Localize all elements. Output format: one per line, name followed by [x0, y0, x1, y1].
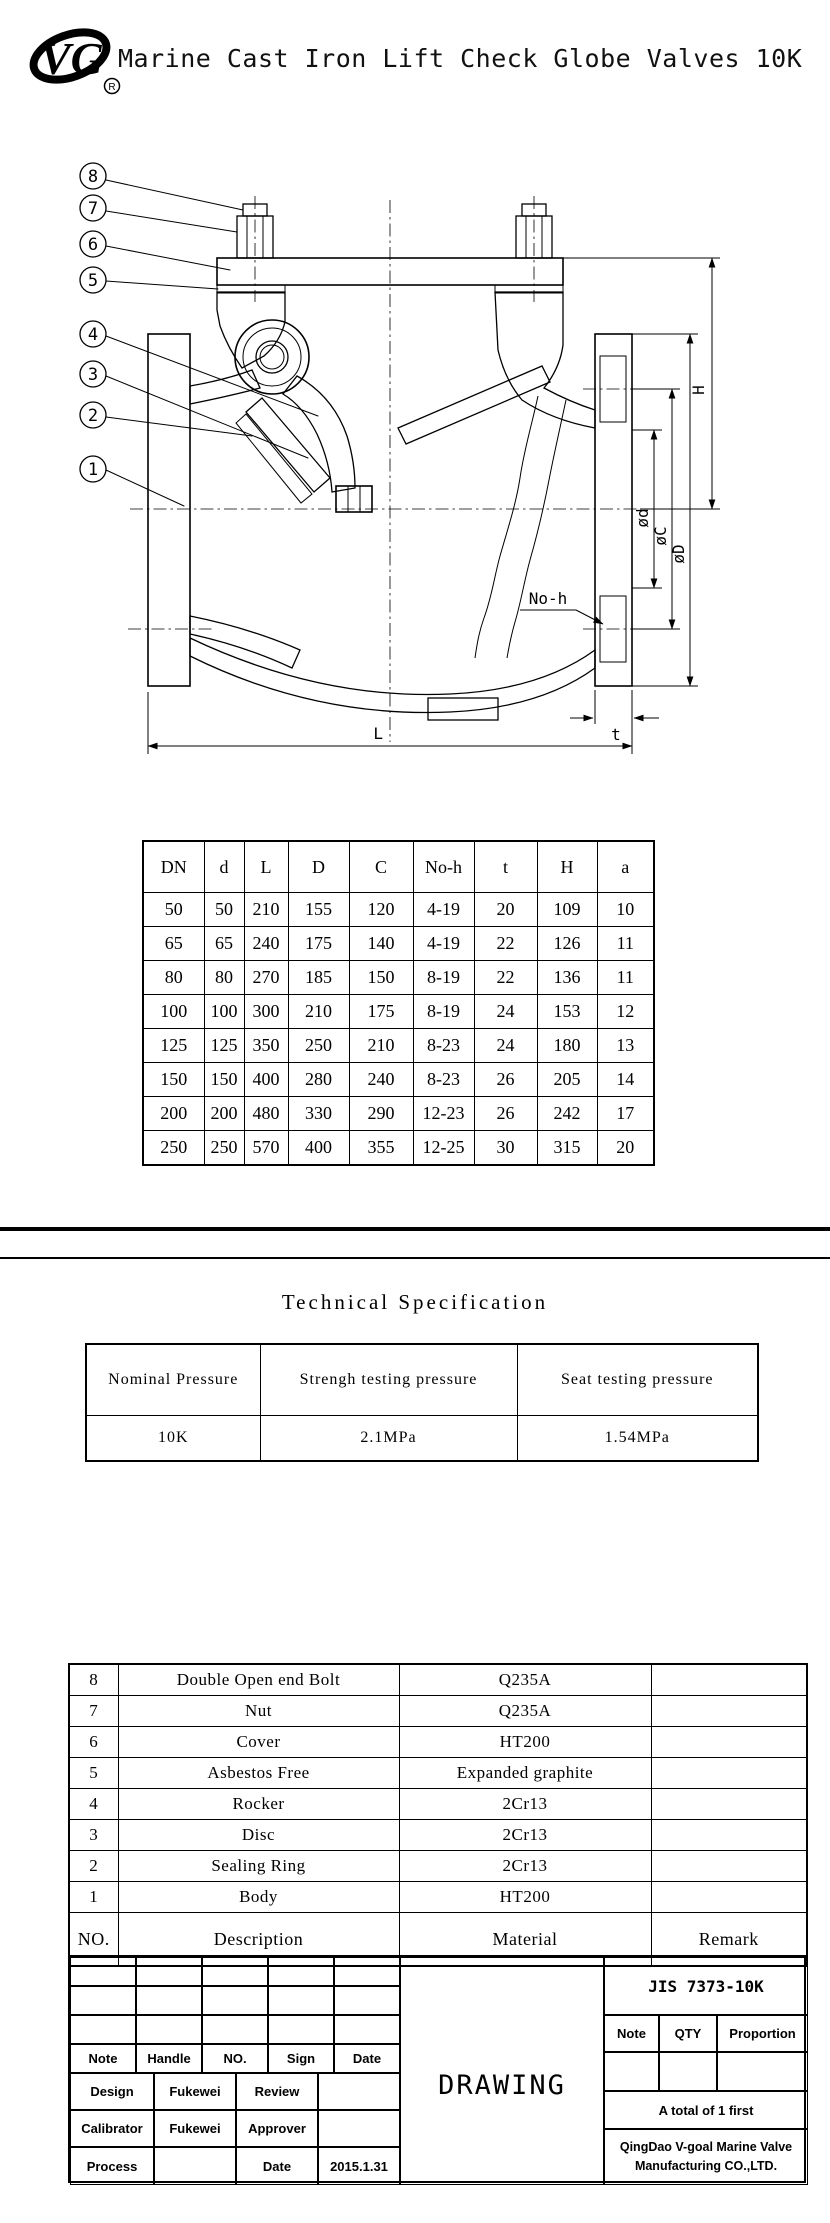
dim-L-label: L — [373, 724, 383, 743]
part-remark — [651, 1727, 807, 1758]
svg-text:5: 5 — [87, 271, 99, 291]
spec-header: Seat testing pressure — [517, 1344, 758, 1416]
part-description: Asbestos Free — [118, 1758, 399, 1789]
seat-bridge — [398, 366, 550, 444]
part-remark — [651, 1696, 807, 1727]
spec-table — [85, 1343, 759, 1462]
cell: 17 — [597, 1097, 654, 1131]
balloon-8 — [80, 163, 106, 189]
inlet-flange-section — [148, 334, 190, 686]
process-name — [154, 2147, 236, 2185]
balloon-3 — [80, 361, 106, 387]
bom-body — [69, 1664, 807, 1913]
cell: 50 — [143, 893, 204, 927]
spec-value: 1.54MPa — [517, 1416, 758, 1462]
cell: 570 — [244, 1131, 288, 1166]
bom-row — [69, 1882, 807, 1913]
cell: 300 — [244, 995, 288, 1029]
part-number: 2 — [69, 1851, 118, 1882]
svg-text:1: 1 — [87, 460, 99, 480]
cell: 150 — [143, 1063, 204, 1097]
balloon-2 — [80, 402, 106, 428]
design-label: Design — [70, 2073, 154, 2110]
part-material: 2Cr13 — [399, 1789, 651, 1820]
balloon-7 — [80, 195, 106, 221]
cell: 125 — [204, 1029, 244, 1063]
page-title: Marine Cast Iron Lift Check Globe Valves 10K — [118, 44, 803, 73]
spec-value-row — [86, 1416, 758, 1462]
process-label: Process — [70, 2147, 154, 2185]
dim-table-body — [143, 893, 654, 1166]
part-remark — [651, 1664, 807, 1696]
col-header: H — [537, 841, 597, 893]
cell: 240 — [244, 927, 288, 961]
svg-text:R: R — [108, 82, 116, 93]
cell: 120 — [349, 893, 413, 927]
section-divider-thick — [0, 1227, 830, 1231]
title-block — [68, 1955, 806, 2183]
cell: 250 — [204, 1131, 244, 1166]
part-number: 3 — [69, 1820, 118, 1851]
date-value: 2015.1.31 — [318, 2147, 400, 2185]
cell: 175 — [349, 995, 413, 1029]
cell: 12 — [597, 995, 654, 1029]
hinge-boss — [235, 320, 309, 394]
cell: 210 — [244, 893, 288, 927]
cell: 210 — [288, 995, 349, 1029]
cell: 30 — [474, 1131, 537, 1166]
standard-number: JIS 7373-10K — [604, 1957, 808, 2015]
dim-header-row — [143, 841, 654, 893]
cell: 20 — [474, 893, 537, 927]
rev-header-note: Note — [70, 2044, 136, 2073]
part-number: 8 — [69, 1664, 118, 1696]
cell: 26 — [474, 1063, 537, 1097]
calibrator-name: Fukewei — [154, 2110, 236, 2147]
dim-row — [143, 927, 654, 961]
svg-text:2: 2 — [87, 406, 99, 426]
bom-footer: Description — [118, 1913, 399, 1967]
col-header: No-h — [413, 841, 474, 893]
balloon-6 — [80, 231, 106, 257]
valve-cross-section-drawing — [0, 0, 830, 800]
left-neck-wall — [217, 292, 285, 368]
company-line1: QingDao V-goal Marine Valve — [619, 2139, 793, 2154]
cell: 14 — [597, 1063, 654, 1097]
col-header: t — [474, 841, 537, 893]
review-label: Review — [236, 2073, 318, 2110]
part-remark — [651, 1882, 807, 1913]
partition-break-line — [475, 396, 538, 658]
bom-footer: Remark — [651, 1913, 807, 1967]
qty-header-note: Note — [604, 2015, 659, 2052]
bom-row — [69, 1727, 807, 1758]
part-number: 5 — [69, 1758, 118, 1789]
cell: 250 — [288, 1029, 349, 1063]
part-material: Expanded graphite — [399, 1758, 651, 1789]
valve-internals — [235, 320, 372, 512]
bom-footer: NO. — [69, 1913, 118, 1967]
part-description: Rocker — [118, 1789, 399, 1820]
cell: 65 — [143, 927, 204, 961]
centerlines — [128, 196, 668, 742]
cell: 4-19 — [413, 893, 474, 927]
cell: 126 — [537, 927, 597, 961]
cell: 8-19 — [413, 961, 474, 995]
dim-row — [143, 995, 654, 1029]
approver-label: Approver — [236, 2110, 318, 2147]
cell: 200 — [143, 1097, 204, 1131]
cell: 109 — [537, 893, 597, 927]
cell: 8-19 — [413, 995, 474, 1029]
cell: 250 — [143, 1131, 204, 1166]
date-label: Date — [236, 2147, 318, 2185]
part-material: Q235A — [399, 1664, 651, 1696]
cell: 12-23 — [413, 1097, 474, 1131]
bom-row — [69, 1820, 807, 1851]
dim-D-label: øD — [669, 544, 688, 564]
cell: 355 — [349, 1131, 413, 1166]
cell: 125 — [143, 1029, 204, 1063]
bom-row — [69, 1789, 807, 1820]
part-remark — [651, 1820, 807, 1851]
qty-header-proportion: Proportion — [717, 2015, 808, 2052]
part-material: HT200 — [399, 1727, 651, 1758]
part-description: Double Open end Bolt — [118, 1664, 399, 1696]
qty-header-qty: QTY — [659, 2015, 717, 2052]
part-remark — [651, 1758, 807, 1789]
cell: 180 — [537, 1029, 597, 1063]
svg-text:6: 6 — [87, 235, 99, 255]
cell: 280 — [288, 1063, 349, 1097]
cell: 11 — [597, 927, 654, 961]
balloon-4 — [80, 321, 106, 347]
cell: 205 — [537, 1063, 597, 1097]
cell: 140 — [349, 927, 413, 961]
dim-row — [143, 893, 654, 927]
cell: 175 — [288, 927, 349, 961]
company-line2: Manufacturing CO.,LTD. — [634, 2159, 778, 2173]
cell: 8-23 — [413, 1029, 474, 1063]
spec-header-row — [86, 1344, 758, 1416]
svg-text:4: 4 — [87, 325, 99, 345]
part-number: 1 — [69, 1882, 118, 1913]
company-name — [604, 2129, 808, 2185]
col-header: d — [204, 841, 244, 893]
balloon-1 — [80, 456, 106, 482]
cell: 242 — [537, 1097, 597, 1131]
part-description: Nut — [118, 1696, 399, 1727]
cell: 210 — [349, 1029, 413, 1063]
cell: 480 — [244, 1097, 288, 1131]
cell: 80 — [204, 961, 244, 995]
rocker-section — [283, 376, 355, 492]
cell: 100 — [204, 995, 244, 1029]
svg-text:8: 8 — [87, 167, 99, 187]
rev-header-sign: Sign — [268, 2044, 334, 2073]
svg-text:3: 3 — [87, 365, 99, 385]
part-number: 4 — [69, 1789, 118, 1820]
cell: 65 — [204, 927, 244, 961]
cell: 24 — [474, 995, 537, 1029]
part-description: Cover — [118, 1727, 399, 1758]
review-name — [318, 2073, 400, 2110]
cell: 155 — [288, 893, 349, 927]
spec-value: 10K — [86, 1416, 260, 1462]
cell: 24 — [474, 1029, 537, 1063]
cell: 11 — [597, 961, 654, 995]
cell: 22 — [474, 961, 537, 995]
cell: 290 — [349, 1097, 413, 1131]
rev-header-date: Date — [334, 2044, 400, 2073]
spec-section-title: Technical Specification — [281, 1290, 549, 1314]
cell: 153 — [537, 995, 597, 1029]
col-header: a — [597, 841, 654, 893]
part-description: Body — [118, 1882, 399, 1913]
cell: 400 — [288, 1131, 349, 1166]
cell: 8-23 — [413, 1063, 474, 1097]
cell: 12-25 — [413, 1131, 474, 1166]
part-material: 2Cr13 — [399, 1820, 651, 1851]
parts-list-table — [68, 1663, 808, 1967]
part-description: Sealing Ring — [118, 1851, 399, 1882]
bom-row — [69, 1664, 807, 1696]
cell: 136 — [537, 961, 597, 995]
col-header: C — [349, 841, 413, 893]
col-header: DN — [143, 841, 204, 893]
sheet-total-note: A total of 1 first — [604, 2091, 808, 2129]
cell: 20 — [597, 1131, 654, 1166]
part-material: 2Cr13 — [399, 1851, 651, 1882]
dim-row — [143, 1029, 654, 1063]
dim-row — [143, 1131, 654, 1166]
part-number: 6 — [69, 1727, 118, 1758]
body-bottom-wall — [190, 638, 595, 713]
cell: 50 — [204, 893, 244, 927]
cell: 240 — [349, 1063, 413, 1097]
dim-t-label: t — [611, 725, 621, 744]
dim-row — [143, 1063, 654, 1097]
dimensions — [148, 258, 720, 754]
dim-noh-label: No-h — [528, 589, 568, 608]
col-header: D — [288, 841, 349, 893]
cell: 200 — [204, 1097, 244, 1131]
cell: 330 — [288, 1097, 349, 1131]
cell: 10 — [597, 893, 654, 927]
part-remark — [651, 1851, 807, 1882]
sealing-ring-section — [236, 414, 312, 503]
cell: 100 — [143, 995, 204, 1029]
cell: 350 — [244, 1029, 288, 1063]
design-name: Fukewei — [154, 2073, 236, 2110]
dim-C-label: øC — [651, 526, 670, 546]
rev-header-no: NO. — [202, 2044, 268, 2073]
cell: 400 — [244, 1063, 288, 1097]
rev-header-handle: Handle — [136, 2044, 202, 2073]
bom-row — [69, 1758, 807, 1789]
spec-value: 2.1MPa — [260, 1416, 517, 1462]
cell: 150 — [204, 1063, 244, 1097]
cell: 13 — [597, 1029, 654, 1063]
bom-footer: Material — [399, 1913, 651, 1967]
spec-header: Strengh testing pressure — [260, 1344, 517, 1416]
part-description: Disc — [118, 1820, 399, 1851]
dim-d-label: ød — [633, 508, 652, 528]
dimension-table — [142, 840, 655, 1166]
cover-bolts — [237, 204, 552, 258]
cell: 22 — [474, 927, 537, 961]
balloon-5 — [80, 267, 106, 293]
approver-name — [318, 2110, 400, 2147]
bom-row — [69, 1696, 807, 1727]
cell: 315 — [537, 1131, 597, 1166]
spec-header: Nominal Pressure — [86, 1344, 260, 1416]
logo-initials: VG — [40, 33, 104, 84]
dim-row — [143, 961, 654, 995]
dim-H-label: H — [689, 385, 708, 395]
part-number: 7 — [69, 1696, 118, 1727]
section-divider-thin — [0, 1257, 830, 1259]
cell: 80 — [143, 961, 204, 995]
bom-row — [69, 1851, 807, 1882]
part-remark — [651, 1789, 807, 1820]
cell: 26 — [474, 1097, 537, 1131]
drawing-type-label: DRAWING — [400, 1957, 604, 2185]
calibrator-label: Calibrator — [70, 2110, 154, 2147]
part-material: HT200 — [399, 1882, 651, 1913]
cell: 150 — [349, 961, 413, 995]
right-neck-wall — [495, 292, 595, 428]
part-material: Q235A — [399, 1696, 651, 1727]
svg-text:7: 7 — [87, 199, 99, 219]
cell: 185 — [288, 961, 349, 995]
dim-row — [143, 1097, 654, 1131]
col-header: L — [244, 841, 288, 893]
cell: 270 — [244, 961, 288, 995]
cell: 4-19 — [413, 927, 474, 961]
disc-section — [246, 398, 330, 492]
